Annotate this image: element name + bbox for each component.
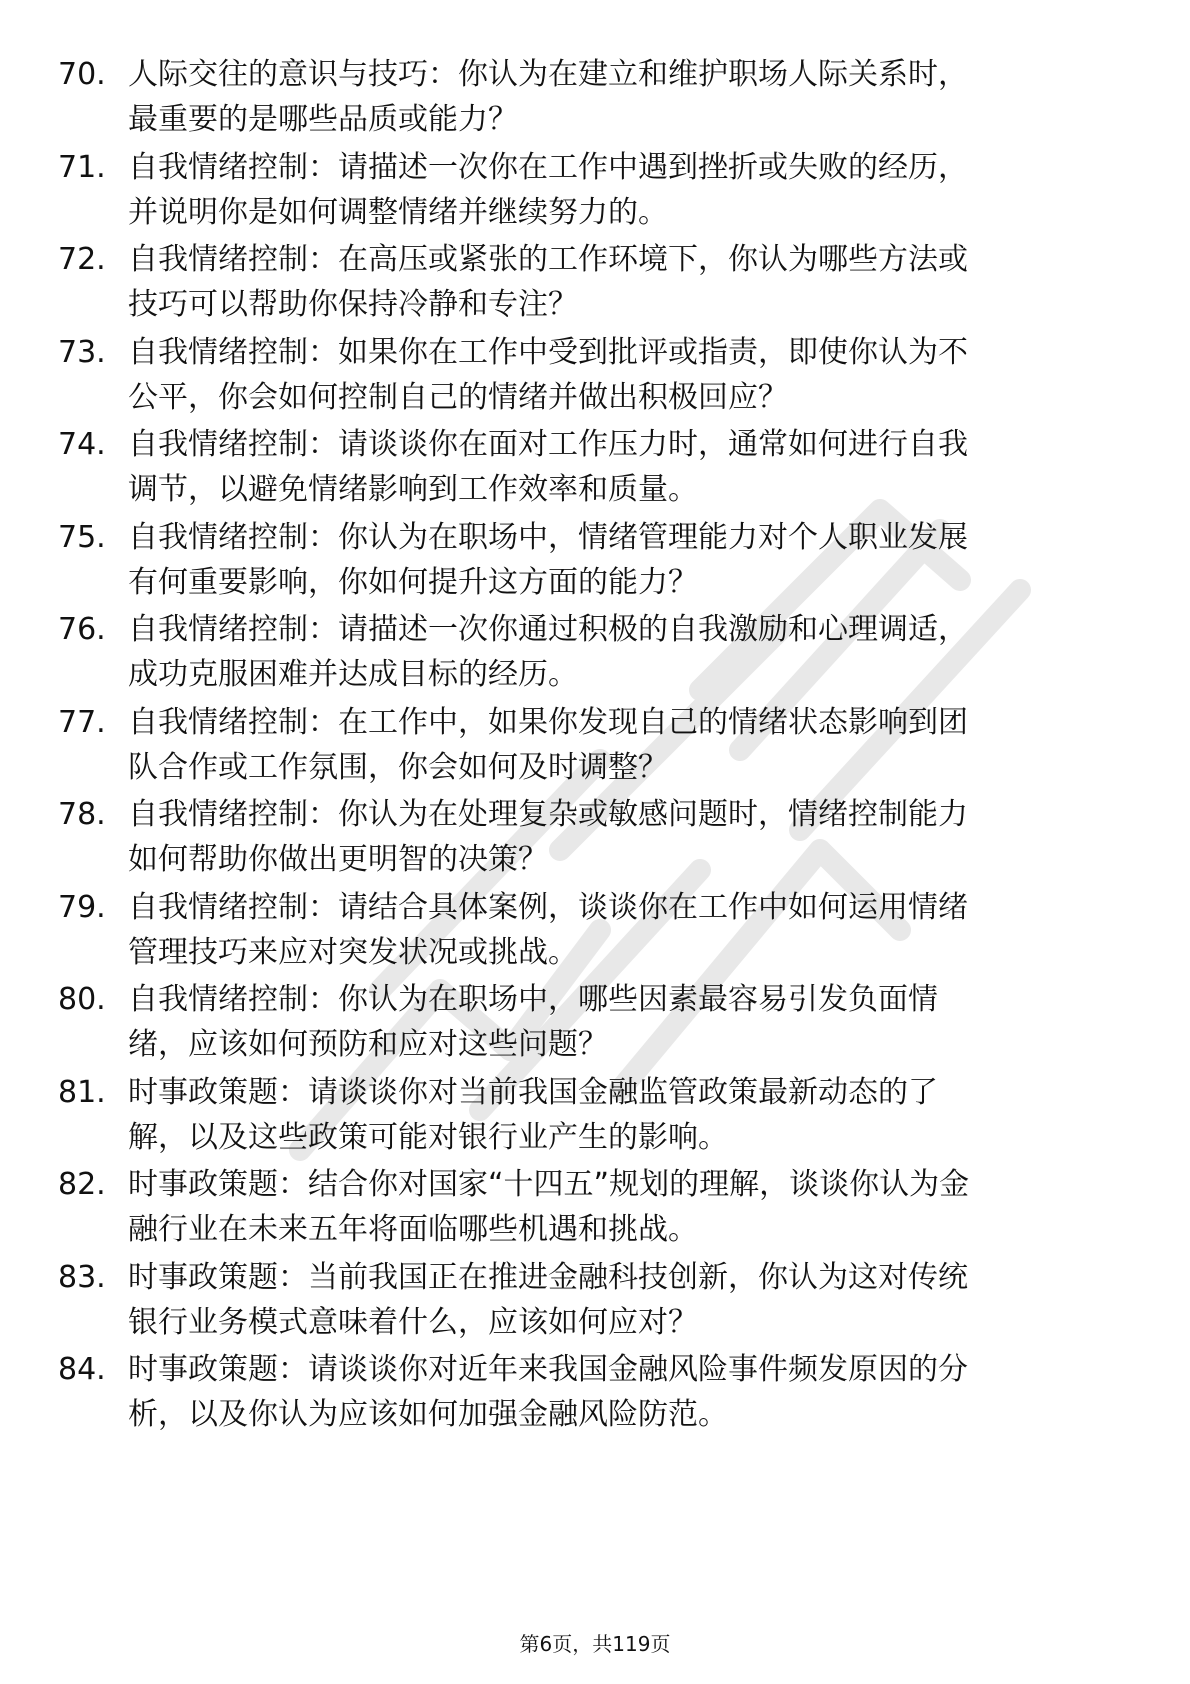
question-number: 82.: [58, 1167, 106, 1202]
question-item: [0, 52, 1190, 144]
question-number: 71.: [58, 149, 106, 185]
question-text-line-2: 队合作或工作氛围，你会如何及时调整？: [128, 749, 668, 785]
question-text-line-1: 时事政策题：当前我国正在推进金融科技创新，你认为这对传统: [128, 1259, 968, 1295]
question-number: 74.: [58, 427, 106, 462]
question-item: [0, 977, 1190, 1069]
question-number: 81.: [58, 1074, 106, 1110]
question-item: [0, 1255, 1190, 1347]
question-text-line-1: 自我情绪控制：请描述一次你在工作中遇到挫折或失败的经历，: [128, 149, 968, 185]
question-number: 79.: [58, 889, 106, 925]
question-item: [0, 1162, 1190, 1254]
question-number: 75.: [58, 519, 106, 555]
question-text-line-1: 时事政策题：请谈谈你对当前我国金融监管政策最新动态的了: [128, 1074, 938, 1110]
question-number: 73.: [58, 334, 106, 370]
question-number: 83.: [58, 1259, 106, 1295]
question-text-line-2: 析，以及你认为应该如何加强金融风险防范。: [128, 1397, 728, 1432]
question-text-line-2: 技巧可以帮助你保持冷静和专注？: [128, 287, 578, 322]
question-text-line-2: 解，以及这些政策可能对银行业产生的影响。: [128, 1119, 728, 1155]
question-text-line-2: 成功克服困难并达成目标的经历。: [128, 657, 578, 692]
question-text-line-1: 自我情绪控制：你认为在职场中，哪些因素最容易引发负面情: [128, 982, 938, 1017]
question-item: [0, 422, 1190, 514]
question-text-line-1: 人际交往的意识与技巧：你认为在建立和维护职场人际关系时，: [128, 57, 968, 92]
question-item: [0, 792, 1190, 884]
question-text-line-2: 并说明你是如何调整情绪并继续努力的。: [128, 194, 668, 230]
question-item: [0, 607, 1190, 699]
question-text-line-1: 自我情绪控制：在工作中，如果你发现自己的情绪状态影响到团: [128, 704, 968, 740]
question-text-line-2: 如何帮助你做出更明智的决策？: [128, 842, 548, 877]
question-text-line-1: 自我情绪控制：如果你在工作中受到批评或指责，即使你认为不: [128, 334, 968, 370]
question-number: 70.: [58, 57, 106, 92]
question-text-line-1: 自我情绪控制：你认为在职场中，情绪管理能力对个人职业发展: [128, 519, 968, 555]
question-item: [0, 145, 1190, 237]
question-text-line-1: 时事政策题：结合你对国家“十四五”规划的理解，谈谈你认为金: [128, 1167, 970, 1202]
question-text-line-2: 公平，你会如何控制自己的情绪并做出积极回应？: [128, 379, 788, 415]
question-text-line-1: 自我情绪控制：请结合具体案例，谈谈你在工作中如何运用情绪: [128, 889, 968, 925]
question-text-line-1: 时事政策题：请谈谈你对近年来我国金融风险事件频发原因的分: [128, 1352, 968, 1387]
question-text-line-2: 绪，应该如何预防和应对这些问题？: [128, 1027, 608, 1062]
question-text-line-1: 自我情绪控制：请谈谈你在面对工作压力时，通常如何进行自我: [128, 427, 968, 462]
question-number: 78.: [58, 797, 106, 832]
question-number: 72.: [58, 242, 106, 277]
question-number: 77.: [58, 704, 106, 740]
question-text-line-2: 银行业务模式意味着什么，应该如何应对？: [128, 1304, 698, 1340]
question-text-line-1: 自我情绪控制：请描述一次你通过积极的自我激励和心理调适，: [128, 612, 968, 647]
question-text-line-1: 自我情绪控制：你认为在处理复杂或敏感问题时，情绪控制能力: [128, 797, 968, 832]
question-item: [0, 885, 1190, 977]
question-item: [0, 700, 1190, 792]
question-text-line-2: 融行业在未来五年将面临哪些机遇和挑战。: [128, 1212, 698, 1247]
question-item: [0, 1070, 1190, 1162]
question-number: 76.: [58, 612, 106, 647]
page-footer: 第6页，共119页: [519, 1632, 671, 1656]
question-text-line-2: 调节，以避免情绪影响到工作效率和质量。: [128, 472, 698, 507]
question-item: [0, 515, 1190, 607]
question-text-line-2: 有何重要影响，你如何提升这方面的能力？: [128, 564, 698, 600]
question-text-line-1: 自我情绪控制：在高压或紧张的工作环境下，你认为哪些方法或: [128, 242, 968, 277]
question-number: 80.: [58, 982, 106, 1017]
question-text-line-2: 最重要的是哪些品质或能力？: [128, 102, 518, 137]
question-text-line-2: 管理技巧来应对突发状况或挑战。: [128, 934, 578, 970]
question-item: [0, 330, 1190, 422]
question-item: [0, 237, 1190, 329]
question-number: 84.: [58, 1352, 106, 1387]
question-item: [0, 1347, 1190, 1439]
